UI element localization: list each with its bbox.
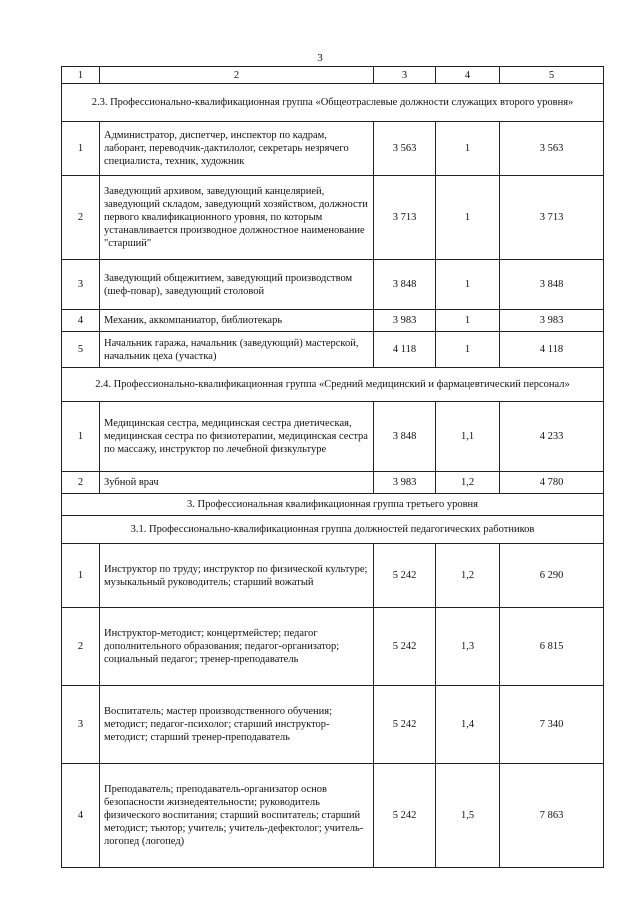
total-salary: 3 848 <box>500 260 604 310</box>
coefficient: 1,2 <box>436 544 500 608</box>
total-salary: 4 780 <box>500 472 604 494</box>
base-rate: 3 983 <box>374 310 436 332</box>
total-salary: 7 340 <box>500 686 604 764</box>
base-rate: 5 242 <box>374 764 436 868</box>
row-number: 3 <box>62 260 100 310</box>
base-rate: 5 242 <box>374 686 436 764</box>
position-name: Преподаватель; преподаватель-организатор основ безопасности жизнедеятельности; руководитель физического воспитания; старший воспитатель; старший методист; тьютор; учитель; учитель-дефектолог; учитель-логопед (логопед) <box>100 764 374 868</box>
row-number: 1 <box>62 402 100 472</box>
base-rate: 3 563 <box>374 122 436 176</box>
coefficient: 1,1 <box>436 402 500 472</box>
table-row <box>62 764 604 868</box>
header-cell: 2 <box>100 67 374 84</box>
table-row <box>62 122 604 176</box>
total-salary: 3 563 <box>500 122 604 176</box>
row-number: 5 <box>62 332 100 368</box>
position-name: Медицинская сестра, медицинская сестра диетическая, медицинская сестра по физиотерапии, медицинская сестра по массажу, инструктор по лечебной физкультуре <box>100 402 374 472</box>
coefficient: 1,3 <box>436 608 500 686</box>
total-salary: 4 118 <box>500 332 604 368</box>
group-title: 2.4. Профессионально-квалификационная группа «Средний медицинский и фармацевтический персонал» <box>62 368 604 402</box>
position-name: Администратор, диспетчер, инспектор по кадрам, лаборант, переводчик-дактилолог, секретарь незрячего специалиста, техник, художник <box>100 122 374 176</box>
row-number: 2 <box>62 472 100 494</box>
group-heading-row <box>62 516 604 544</box>
row-number: 4 <box>62 764 100 868</box>
row-number: 1 <box>62 544 100 608</box>
table-row <box>62 260 604 310</box>
header-cell: 1 <box>62 67 100 84</box>
row-number: 2 <box>62 176 100 260</box>
total-salary: 4 233 <box>500 402 604 472</box>
coefficient: 1 <box>436 176 500 260</box>
group-heading-row <box>62 368 604 402</box>
coefficient: 1,4 <box>436 686 500 764</box>
row-number: 2 <box>62 608 100 686</box>
coefficient: 1,5 <box>436 764 500 868</box>
base-rate: 3 713 <box>374 176 436 260</box>
base-rate: 4 118 <box>374 332 436 368</box>
coefficient: 1 <box>436 260 500 310</box>
group-title: 3.1. Профессионально-квалификационная группа должностей педагогических работников <box>62 516 604 544</box>
position-name: Зубной врач <box>100 472 374 494</box>
table-row <box>62 332 604 368</box>
base-rate: 3 848 <box>374 260 436 310</box>
coefficient: 1 <box>436 310 500 332</box>
base-rate: 3 983 <box>374 472 436 494</box>
total-salary: 3 983 <box>500 310 604 332</box>
group-heading-row <box>62 84 604 122</box>
table-row <box>62 310 604 332</box>
base-rate: 5 242 <box>374 544 436 608</box>
header-cell: 4 <box>436 67 500 84</box>
coefficient: 1 <box>436 332 500 368</box>
row-number: 3 <box>62 686 100 764</box>
total-salary: 6 815 <box>500 608 604 686</box>
row-number: 1 <box>62 122 100 176</box>
total-salary: 6 290 <box>500 544 604 608</box>
position-name: Заведующий архивом, заведующий канцелярией, заведующий складом, заведующий хозяйством, должности первого квалификационного уровня, по которым устанавливается производное должностное наименование "старший" <box>100 176 374 260</box>
page-number: 3 <box>317 52 323 64</box>
position-name: Инструктор по труду; инструктор по физической культуре; музыкальный руководитель; старший вожатый <box>100 544 374 608</box>
base-rate: 5 242 <box>374 608 436 686</box>
total-salary: 7 863 <box>500 764 604 868</box>
table-row <box>62 686 604 764</box>
group-title: 2.3. Профессионально-квалификационная группа «Общеотраслевые должности служащих второго уровня» <box>62 84 604 122</box>
header-cell: 3 <box>374 67 436 84</box>
coefficient: 1 <box>436 122 500 176</box>
coefficient: 1,2 <box>436 472 500 494</box>
table-header-row <box>62 67 604 84</box>
salary-table <box>61 66 604 868</box>
section-row <box>62 494 604 516</box>
position-name: Воспитатель; мастер производственного обучения; методист; педагог-психолог; старший инструктор-методист; старший тренер-преподаватель <box>100 686 374 764</box>
section-title: 3. Профессиональная квалификационная группа третьего уровня <box>62 494 604 516</box>
total-salary: 3 713 <box>500 176 604 260</box>
table-row <box>62 544 604 608</box>
position-name: Начальник гаража, начальник (заведующий) мастерской, начальник цеха (участка) <box>100 332 374 368</box>
row-number: 4 <box>62 310 100 332</box>
table-row <box>62 402 604 472</box>
position-name: Заведующий общежитием, заведующий производством (шеф-повар), заведующий столовой <box>100 260 374 310</box>
table-row <box>62 608 604 686</box>
base-rate: 3 848 <box>374 402 436 472</box>
header-cell: 5 <box>500 67 604 84</box>
table-row <box>62 472 604 494</box>
position-name: Механик, аккомпаниатор, библиотекарь <box>100 310 374 332</box>
table-row <box>62 176 604 260</box>
position-name: Инструктор-методист; концертмейстер; педагог дополнительного образования; педагог-организатор; социальный педагог; тренер-преподаватель <box>100 608 374 686</box>
